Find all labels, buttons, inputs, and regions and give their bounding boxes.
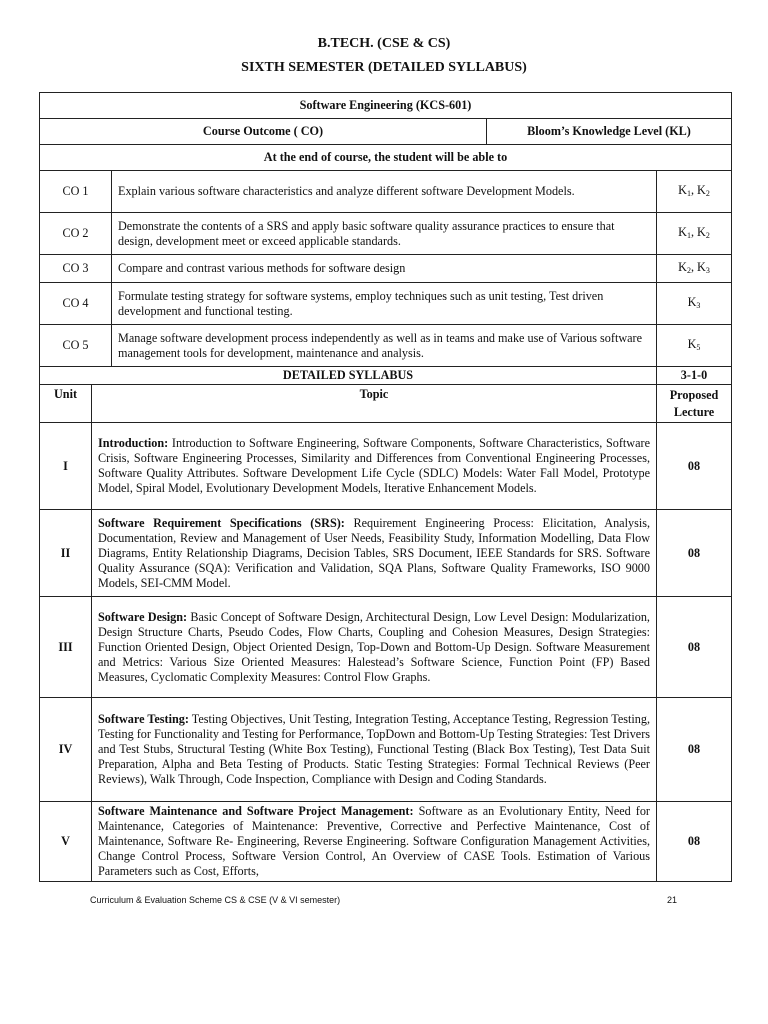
co-column-header: Course Outcome ( CO): [40, 119, 487, 145]
unit-topics: [92, 510, 657, 597]
document-title: B.TECH. (CSE & CS): [317, 36, 451, 51]
unit-heading: Software Requirement Specifications (SRS):: [98, 515, 345, 530]
unit-row: [40, 510, 732, 597]
co-knowledge-level: $K_2$, $K_3$: [657, 255, 732, 283]
unit-number: V: [40, 802, 92, 882]
unit-row: [40, 802, 732, 882]
lecture-column-header: Proposed Lecture: [657, 385, 732, 423]
co-row: [40, 255, 732, 283]
unit-heading: Introduction:: [98, 436, 169, 450]
unit-number: IV: [40, 698, 92, 802]
co-row: [40, 325, 732, 367]
co-description: Manage software development process independently as well as in teams and make use of Various software management tools for development, maintenance and analysis.: [112, 325, 657, 367]
unit-heading: Software Design:: [98, 609, 188, 624]
document-subtitle: SIXTH SEMESTER (DETAILED SYLLABUS): [241, 60, 527, 75]
co-code: CO 2: [40, 213, 112, 255]
syllabus-table: [39, 92, 732, 882]
unit-row: [40, 597, 732, 698]
co-code: CO 1: [40, 171, 112, 213]
course-intro: At the end of course, the student will be able to: [40, 145, 732, 171]
course-name: Software Engineering (KCS-601): [40, 93, 732, 119]
unit-heading: Software Maintenance and Software Project Management:: [98, 804, 414, 818]
unit-topics: [92, 802, 657, 882]
detailed-syllabus-title: DETAILED SYLLABUS: [40, 367, 657, 385]
unit-body: Requirement Engineering Process: Elicitation, Analysis, Documentation, Review and Management of User Needs, Feasibility Study, Information Modelling, Data Flow Diagrams, Entity Relationship Diagrams, Decision Tables, SRS Document, IEEE Standards for SRS. Software Quality Assurance (SQA): Verification and Validation, SQA Plans, Software Quality Frameworks, ISO 9000 Models, SEI-CMM Model.: [98, 515, 650, 590]
unit-heading: Software Testing:: [98, 712, 189, 726]
co-row: [40, 171, 732, 213]
co-code: CO 4: [40, 283, 112, 325]
co-description: Formulate testing strategy for software systems, employ techniques such as unit testing, Test driven development and functional testing.: [112, 283, 657, 325]
unit-number: II: [40, 510, 92, 597]
co-knowledge-level: $K_1$, $K_2$: [657, 213, 732, 255]
co-knowledge-level: $K_5$: [657, 325, 732, 367]
unit-topics: [92, 423, 657, 510]
unit-topics: [92, 698, 657, 802]
co-description: Compare and contrast various methods for software design: [112, 255, 657, 283]
co-row: [40, 213, 732, 255]
footer-text: Curriculum & Evaluation Scheme CS & CSE (V & VI semester): [90, 895, 341, 905]
unit-lectures: 08: [657, 597, 732, 698]
co-description: Explain various software characteristics and analyze different software Development Models.: [112, 171, 657, 213]
unit-topics: [92, 597, 657, 698]
topic-column-header: Topic: [92, 385, 657, 423]
co-code: CO 3: [40, 255, 112, 283]
unit-column-header: Unit: [40, 385, 92, 423]
unit-row: [40, 423, 732, 510]
page-number: 21: [667, 895, 678, 905]
co-knowledge-level: $K_3$: [657, 283, 732, 325]
unit-number: I: [40, 423, 92, 510]
unit-number: III: [40, 597, 92, 698]
kl-column-header: Bloom’s Knowledge Level (KL): [487, 119, 732, 145]
unit-body: Testing Objectives, Unit Testing, Integration Testing, Acceptance Testing, Regression Testing, Testing for Functionality and Testing for Performance, TopDown and Bottom-Up Testing Strategies: Test Drivers and Test Stubs, Structural Testing (White Box Testing), Functional Testing (Black Box Testing), Test Data Suit Preparation, Alpha and Beta Testing of Products. Static Testing Strategies: Formal Technical Reviews (Peer Reviews), Walk Through, Code Inspection, Compliance with Design and Coding Standards.: [98, 712, 650, 786]
unit-lectures: 08: [657, 510, 732, 597]
unit-lectures: 08: [657, 698, 732, 802]
unit-lectures: 08: [657, 802, 732, 882]
unit-row: [40, 698, 732, 802]
co-code: CO 5: [40, 325, 112, 367]
unit-body: Software as an Evolutionary Entity, Need for Maintenance, Categories of Maintenance: Preventive, Corrective and Perfective Maintenance, Cost of Maintenance, Software Re- Engineering, Reverse Engineering. Software Configuration Management Activities, Change Control Process, Software Version Control, An Overview of CASE Tools. Estimation of Various Parameters such as Cost, Efforts,: [98, 804, 650, 878]
co-row: [40, 283, 732, 325]
co-description: Demonstrate the contents of a SRS and apply basic software quality assurance practices to ensure that design, development meet or exceed applicable standards.: [112, 213, 657, 255]
unit-body: Introduction to Software Engineering, Software Components, Software Characteristics, Software Crisis, Software Engineering Processes, Similarity and Differences from Conventional Engineering Processes, Software Quality Attributes. Software Development Life Cycle (SDLC) Models: Water Fall Model, Prototype Model, Spiral Model, Evolutionary Development Models, Iterative Enhancement Models.: [98, 436, 650, 495]
unit-lectures: 08: [657, 423, 732, 510]
ltp-value: 3-1-0: [657, 367, 732, 385]
co-knowledge-level: $K_1$, $K_2$: [657, 171, 732, 213]
unit-body: Basic Concept of Software Design, Architectural Design, Low Level Design: Modularization, Design Structure Charts, Pseudo Codes, Flow Charts, Coupling and Cohesion Measures, Design Strategies: Function Oriented Design, Object Oriented Design, Top-Down and Bottom-Up Design. Software Measurement and Metrics: Various Size Oriented Measures: Halestead’s Software Science, Function Point (FP) Based Measures, Cyclomatic Complexity Measures: Control Flow Graphs.: [98, 609, 650, 684]
